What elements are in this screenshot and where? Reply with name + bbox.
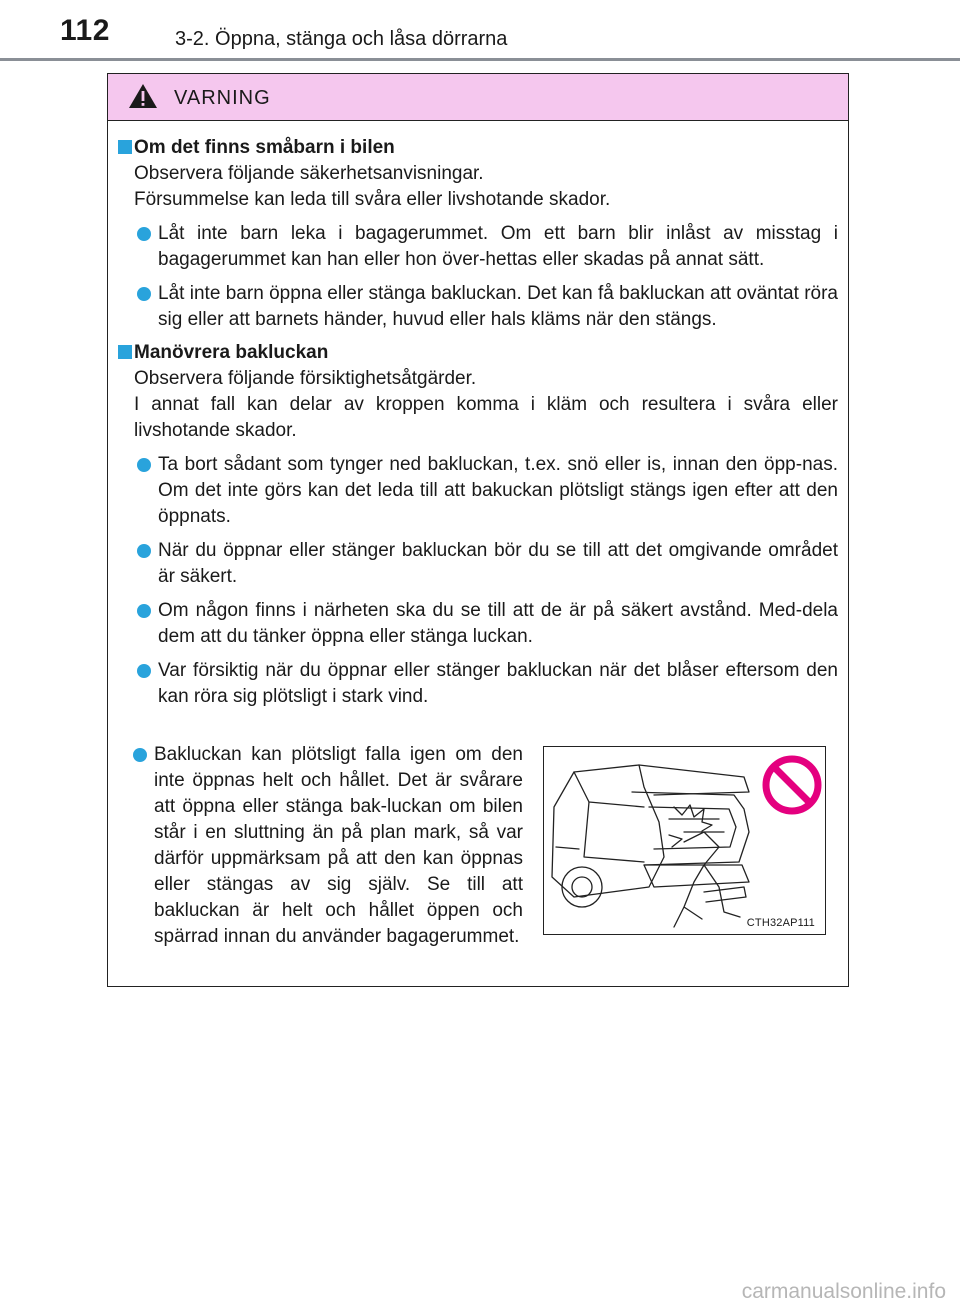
warning-triangle-icon (128, 83, 158, 109)
paragraph: Observera följande försiktighetsåtgärder. (134, 368, 477, 389)
bullet-dot-icon (137, 664, 151, 678)
bullet-dot-icon (137, 544, 151, 558)
header-rule (0, 58, 960, 61)
bullet-text: När du öppnar eller stänger bakluckan bör du se till att det omgivande området är säkert. (158, 540, 838, 587)
tailgate-illustration (543, 746, 826, 935)
section-small-children (112, 134, 848, 333)
bullet-item (133, 742, 523, 950)
bullet-text: Bakluckan kan plötsligt falla igen om den inte öppnas helt och hållet. Det är svårare att öppna eller stänga bak-luckan om bilen står i en sluttning än på plan mark, så var därför uppmärksam på att den kan öppnas eller stängas av sig själv. Se till att bakluckan är helt och hållet öppen och spärrad innan du använder bagagerummet. (154, 744, 523, 947)
chapter-title: 3-2. Öppna, stänga och låsa dörrarna (175, 28, 508, 50)
section-heading-text: Manövrera bakluckan (134, 342, 329, 363)
bullet-item (112, 658, 848, 710)
bullet-text: Om någon finns i närheten ska du se till att de är på säkert avstånd. Med-dela dem att du tänker öppna eller stänga luckan. (158, 600, 838, 647)
bullet-dot-icon (137, 287, 151, 301)
bullet-dot-icon (137, 227, 151, 241)
section-heading-text: Om det finns småbarn i bilen (134, 137, 395, 158)
square-bullet-icon (118, 140, 132, 154)
bullet-dot-icon (137, 604, 151, 618)
footer-watermark: carmanualsonline.info (741, 1280, 946, 1303)
warning-content (108, 134, 848, 710)
warning-title: VARNING (174, 87, 271, 109)
section-heading (112, 134, 848, 161)
warning-header (108, 74, 848, 121)
bullet-text: Var försiktig när du öppnar eller stänger bakluckan när det blåser eftersom den kan röra sig plötsligt i stark vind. (158, 660, 838, 707)
bullet-item (112, 281, 848, 333)
bullet-text: Ta bort sådant som tynger ned bakluckan, t.ex. snö eller is, innan den öpp-nas. Om det inte görs kan det leda till att bakuckan plötsligt stängs igen efter att den öppnats. (158, 454, 838, 527)
bullet-text: Låt inte barn öppna eller stänga bakluckan. Det kan få bakluckan att oväntat röra sig eller att barnets händer, huvud eller hals kläms när den stängs. (158, 283, 838, 330)
section-heading (112, 339, 848, 366)
bullet-text: Låt inte barn leka i bagagerummet. Om ett barn blir inlåst av misstag i bagagerummet kan han eller hon över-hettas eller skadas på annat sätt. (158, 223, 838, 270)
bullet-item (112, 221, 848, 273)
bullet-dot-icon (133, 748, 147, 762)
bullet-item (112, 452, 848, 530)
illustration-code: CTH32AP111 (746, 917, 815, 929)
car-tailgate-drawing (544, 747, 824, 933)
tailgate-fall-block (108, 742, 848, 982)
bullet-dot-icon (137, 458, 151, 472)
paragraph: Försummelse kan leda till svåra eller livshotande skador. (134, 189, 611, 210)
page-number: 112 (60, 14, 110, 47)
section-operate-tailgate (112, 339, 848, 710)
bullet-item (112, 598, 848, 650)
warning-box (107, 73, 849, 987)
paragraph: Observera följande säkerhetsanvisningar. (134, 163, 484, 184)
square-bullet-icon (118, 345, 132, 359)
paragraph: I annat fall kan delar av kroppen komma i kläm och resultera i svåra eller livshotande skador. (134, 394, 838, 441)
bullet-item (112, 538, 848, 590)
